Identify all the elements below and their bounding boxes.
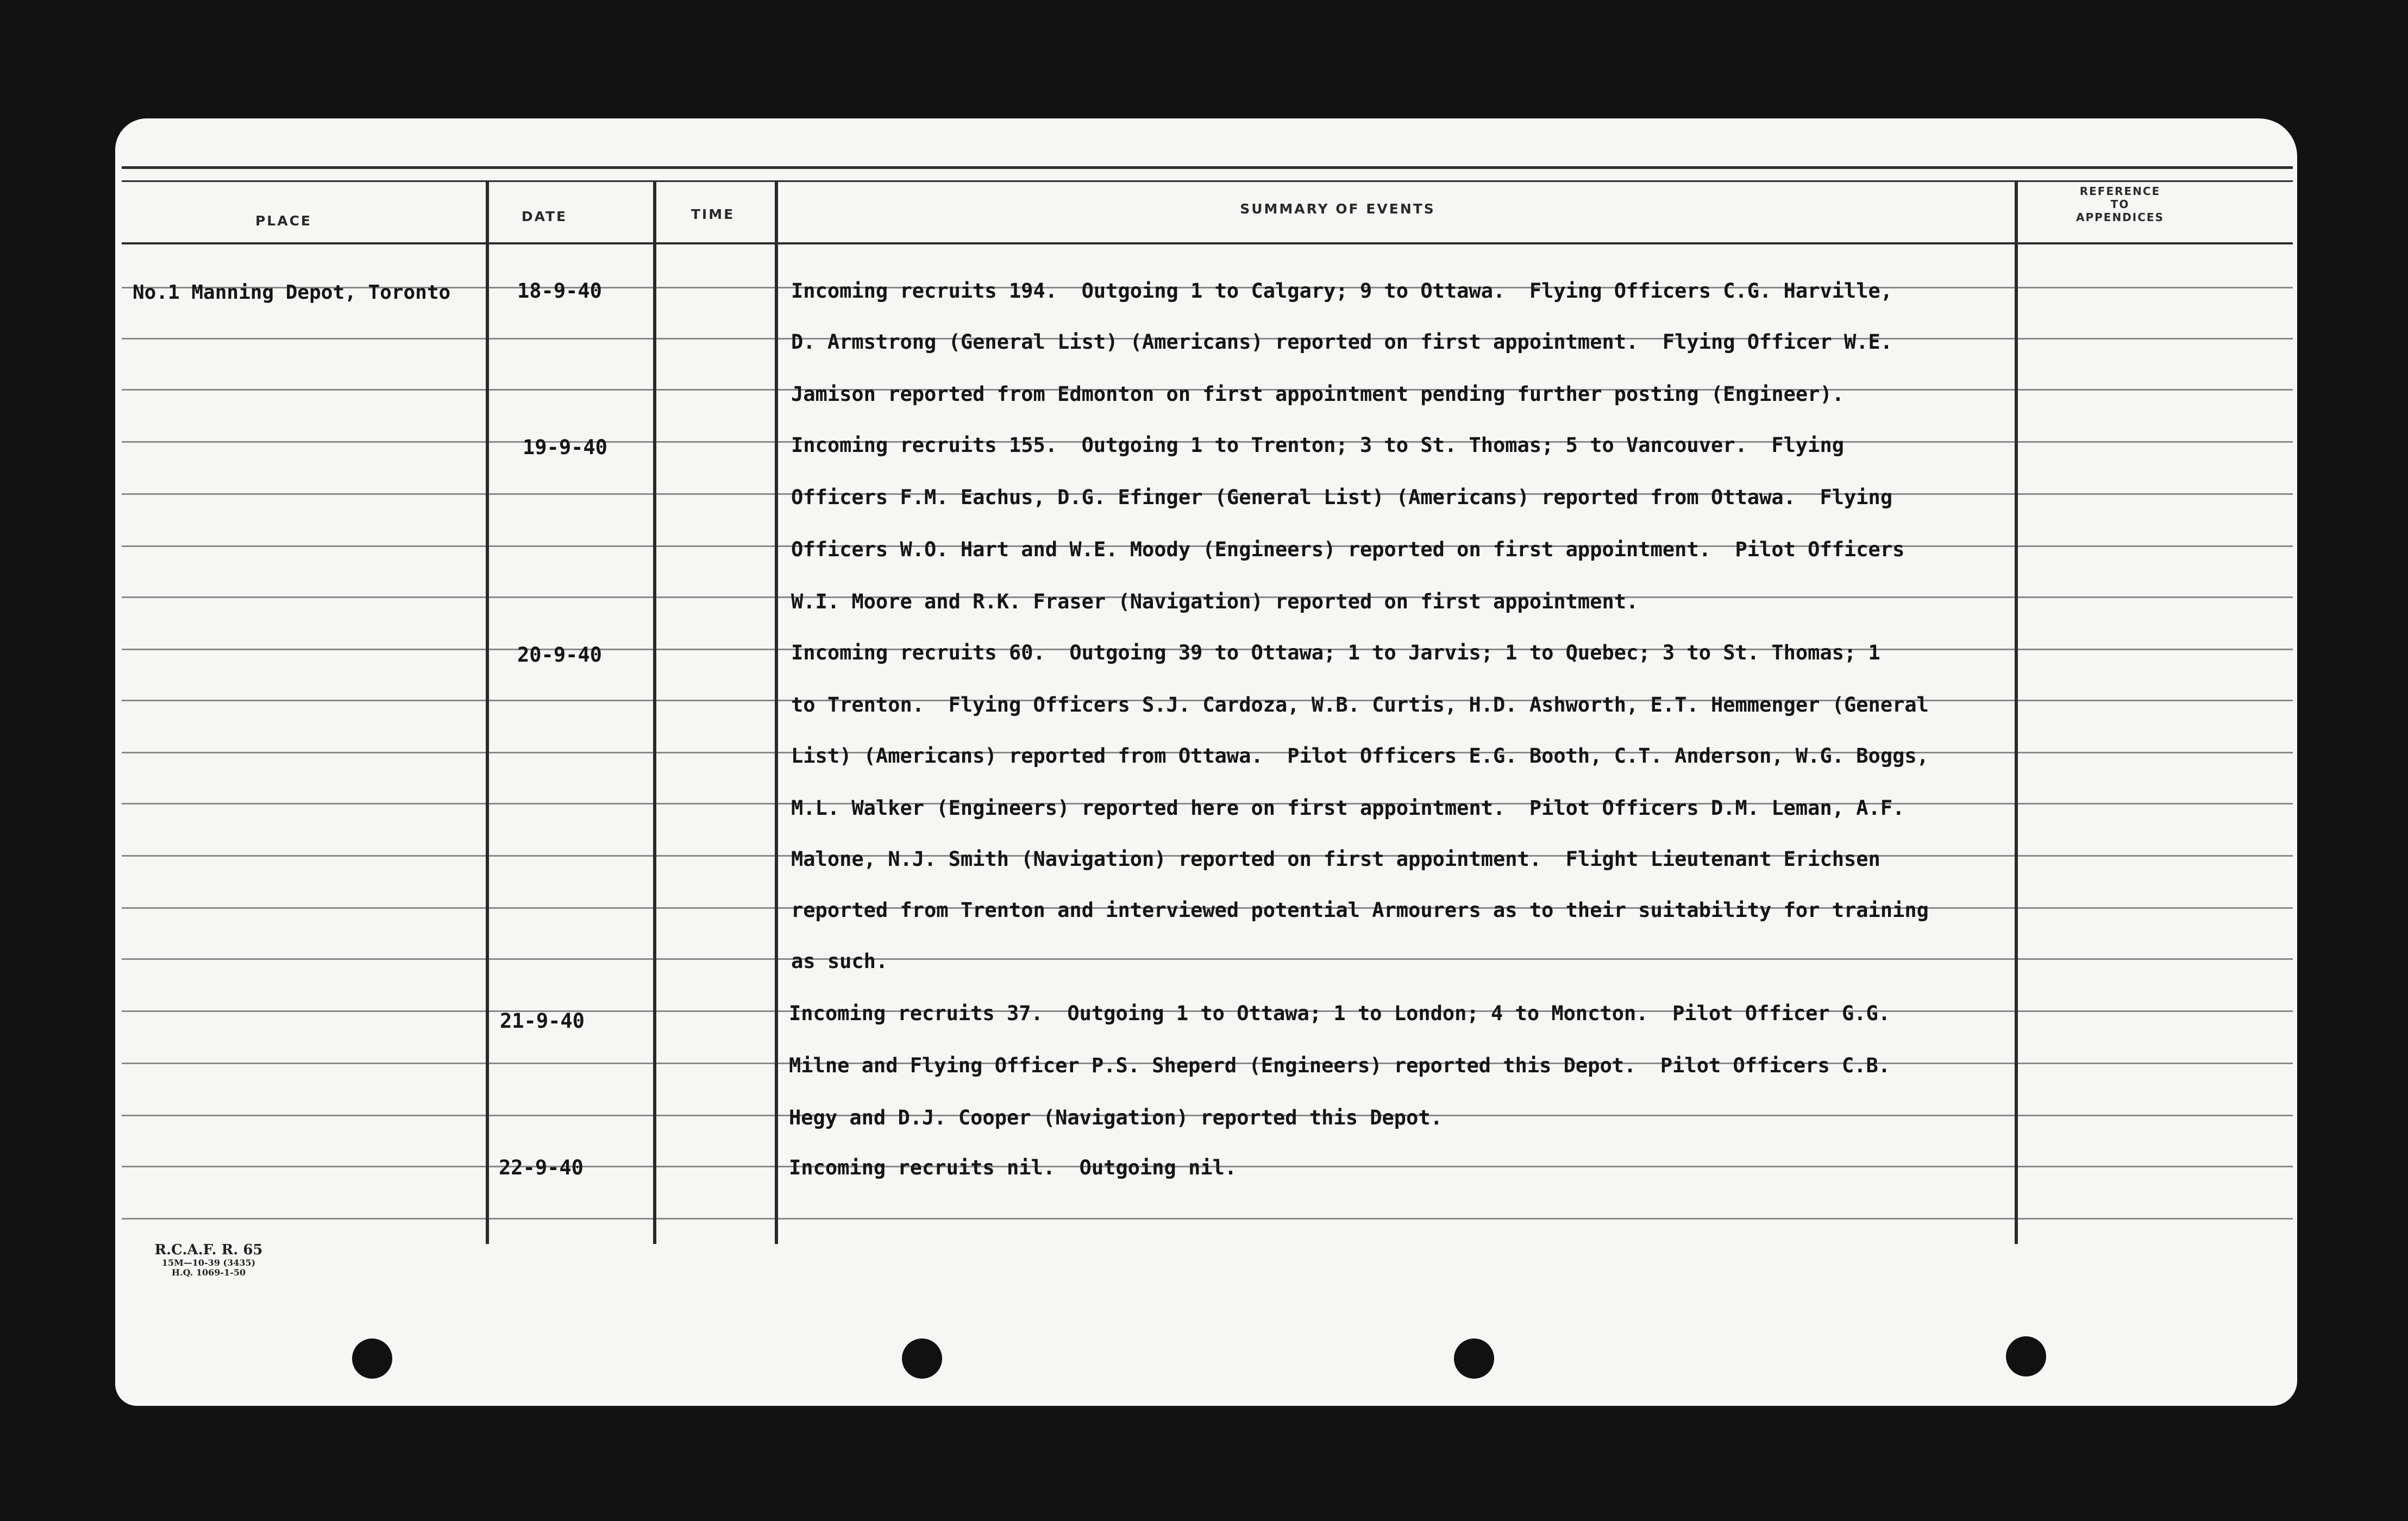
column-divider-date-time [653,181,656,1244]
place-entry: No.1 Manning Depot, Toronto [133,281,451,304]
ruled-line [122,958,2293,960]
summary-line: reported from Trenton and interviewed potential Armourers as to their suitability for training [791,898,1929,922]
form-id-line1: R.C.A.F. R. 65 [154,1242,263,1258]
summary-line: Incoming recruits nil. Outgoing nil. [789,1156,1237,1179]
header-summary-of-events: SUMMARY OF EVENTS [1240,201,1435,217]
summary-line: Incoming recruits 155. Outgoing 1 to Trenton; 3 to St. Thomas; 5 to Vancouver. Flying [791,433,1845,457]
header-reference-line3: APPENDICES [2076,211,2164,224]
header-time: TIME [691,206,735,222]
summary-line: as such. [791,950,888,973]
form-id-line2: 15M—10-39 (3435) [161,1258,256,1268]
entry-date-2: 19-9-40 [523,436,607,459]
entry-date-4: 21-9-40 [500,1009,585,1033]
form-identifier [133,1242,285,1278]
summary-line: Incoming recruits 60. Outgoing 39 to Ottawa; 1 to Jarvis; 1 to Quebec; 3 to St. Thomas; 1 [791,641,1880,664]
header-date: DATE [521,209,568,224]
ruled-line [122,1218,2293,1220]
entry-date-1: 18-9-40 [517,279,602,303]
summary-line: D. Armstrong (General List) (Americans) reported on first appointment. Flying Officer W.E. [791,330,1893,354]
entry-date-3: 20-9-40 [517,643,602,667]
summary-line: List) (Americans) reported from Ottawa. Pilot Officers E.G. Booth, C.T. Anderson, W.G. Boggs, [791,744,1929,768]
punch-hole [2006,1336,2046,1377]
summary-line: Hegy and D.J. Cooper (Navigation) reported this Depot. [789,1106,1443,1129]
summary-line: Jamison reported from Edmonton on first appointment pending further posting (Engineer). [791,382,1845,406]
header-place: PLACE [255,213,312,229]
top-rule-inner [122,180,2293,182]
form-id-line3: H.Q. 1069-1-50 [171,1267,246,1278]
column-divider-place-date [486,181,489,1244]
summary-line: Officers F.M. Eachus, D.G. Efinger (General List) (Americans) reported from Ottawa. Flying [791,486,1893,509]
summary-line: to Trenton. Flying Officers S.J. Cardoza, W.B. Curtis, H.D. Ashworth, E.T. Hemmenger (General [791,693,1929,716]
summary-line: Milne and Flying Officer P.S. Sheperd (Engineers) reported this Depot. Pilot Officers C.B. [789,1054,1891,1077]
punch-hole [352,1338,392,1379]
column-divider-time-summary [775,181,778,1244]
summary-line: M.L. Walker (Engineers) reported here on first appointment. Pilot Officers D.M. Leman, A.F. [791,796,1905,820]
punch-hole [902,1338,942,1379]
war-diary-card [115,118,2297,1406]
column-divider-summary-reference [2015,181,2018,1244]
header-bottom-rule [122,242,2293,244]
summary-line: W.I. Moore and R.K. Fraser (Navigation) reported on first appointment. [791,590,1639,613]
entry-date-5: 22-9-40 [499,1156,584,1179]
summary-line: Malone, N.J. Smith (Navigation) reported on first appointment. Flight Lieutenant Erichsen [791,847,1880,871]
punch-hole [1454,1338,1494,1379]
header-reference-line1: REFERENCE [2079,185,2161,198]
summary-line: Incoming recruits 194. Outgoing 1 to Calgary; 9 to Ottawa. Flying Officers C.G. Harville, [791,279,1893,303]
header-reference-to-appendices [2039,185,2202,224]
summary-line: Incoming recruits 37. Outgoing 1 to Ottawa; 1 to London; 4 to Moncton. Pilot Officer G.G. [789,1002,1891,1025]
summary-line: Officers W.O. Hart and W.E. Moody (Engineers) reported on first appointment. Pilot Officers [791,538,1905,561]
top-rule [122,166,2293,169]
header-reference-line2: TO [2110,198,2130,211]
